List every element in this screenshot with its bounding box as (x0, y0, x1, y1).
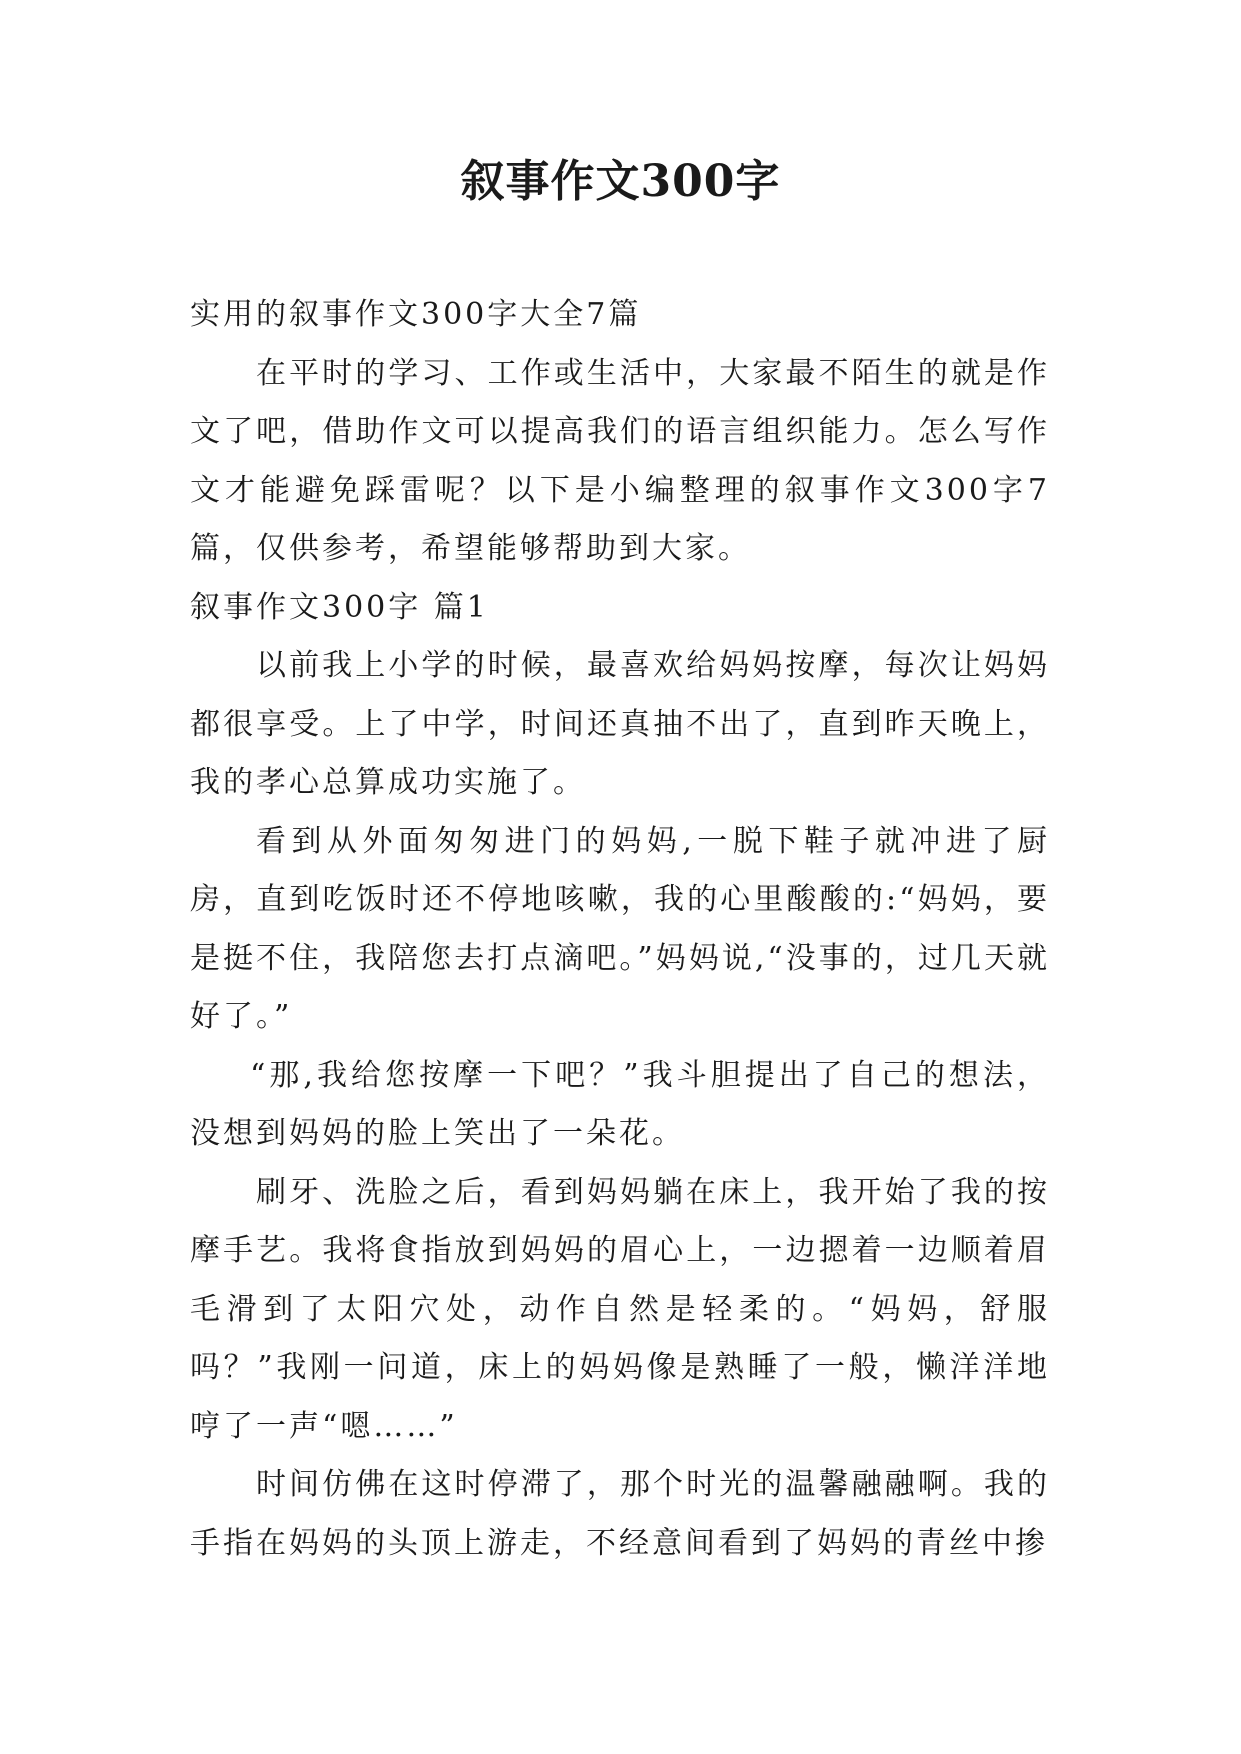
body-paragraph: 看到从外面匆匆进门的妈妈,一脱下鞋子就冲进了厨房，直到吃饭时还不停地咳嗽，我的心里酸酸的:“妈妈，要是挺不住，我陪您去打点滴吧。”妈妈说,“没事的，过几天就好了。” (190, 823, 1050, 1034)
body-paragraph: 刷牙、洗脸之后，看到妈妈躺在床上，我开始了我的按摩手艺。我将食指放到妈妈的眉心上，一边摁着一边顺着眉毛滑到了太阳穴处，动作自然是轻柔的。“妈妈，舒服吗？”我刚一问道，床上的妈妈像是熟睡了一般，懒洋洋地哼了一声“嗯……” (190, 1174, 1050, 1444)
body-paragraph: “那,我给您按摩一下吧？”我斗胆提出了自己的想法，没想到妈妈的脸上笑出了一朵花。 (190, 1057, 1050, 1151)
body-paragraph: 时间仿佛在这时停滞了，那个时光的温馨融融啊。我的手指在妈妈的头顶上游走，不经意间看到了妈妈的青丝中掺 (190, 1467, 1050, 1561)
document-title: 叙事作文300字 (460, 156, 781, 207)
section-heading: 叙事作文300字 篇1 (190, 589, 489, 625)
intro-paragraph: 在平时的学习、工作或生活中，大家最不陌生的就是作文了吧，借助作文可以提高我们的语言组织能力。怎么写作文才能避免踩雷呢？以下是小编整理的叙事作文300字7篇，仅供参考，希望能够帮助到大家。 (190, 355, 1050, 566)
article-subtitle: 实用的叙事作文300字大全7篇 (190, 297, 642, 332)
body-paragraph: 以前我上小学的时候，最喜欢给妈妈按摩，每次让妈妈都很享受。上了中学，时间还真抽不出了，直到昨天晚上，我的孝心总算成功实施了。 (190, 648, 1050, 800)
document-body (190, 286, 1050, 1573)
